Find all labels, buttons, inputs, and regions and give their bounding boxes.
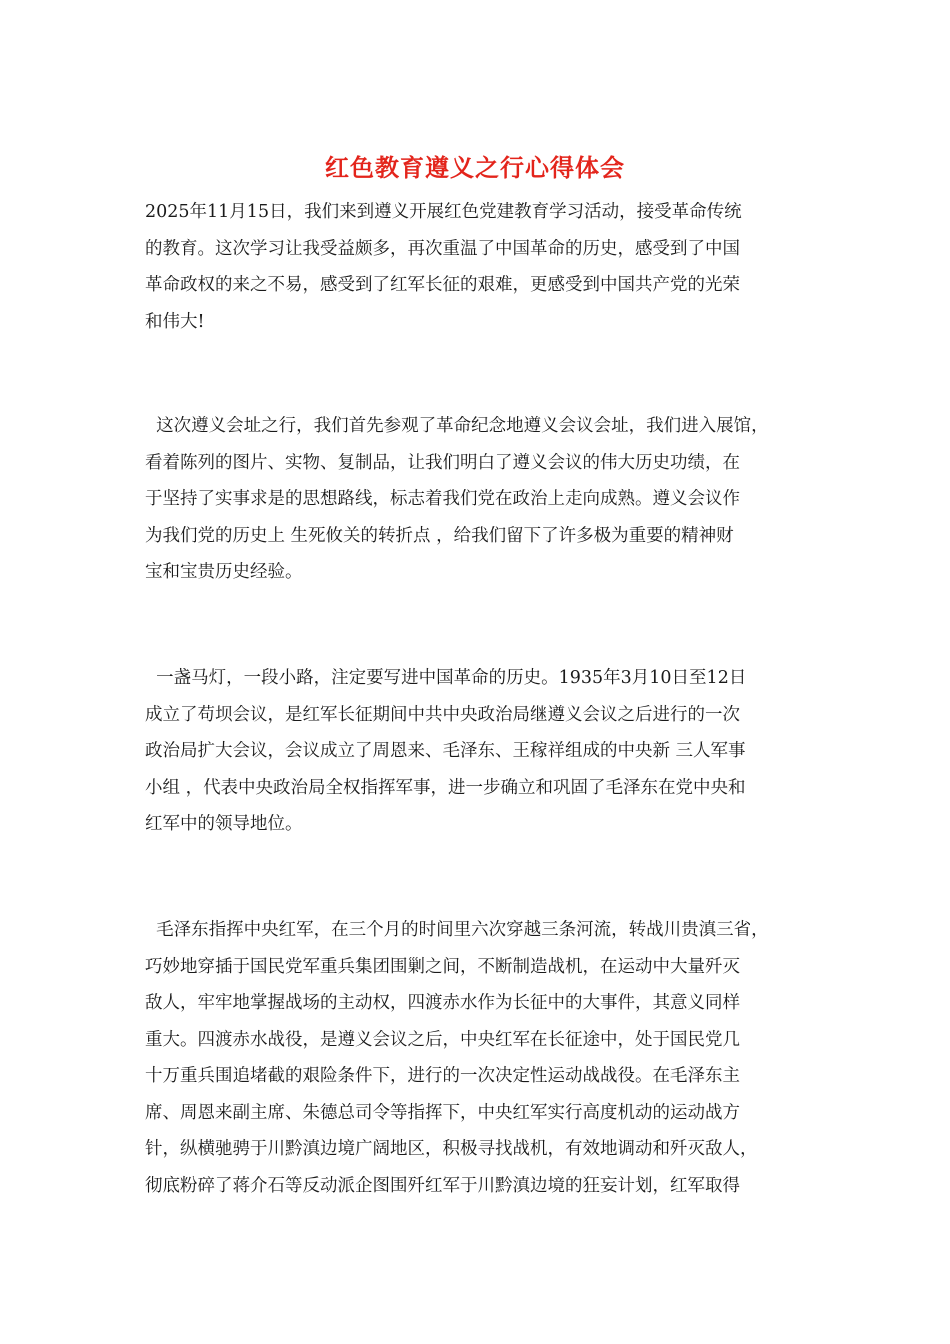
- paragraph-line: 成立了苟坝会议，是红军长征期间中共中央政治局继遵义会议之后进行的一次: [145, 704, 740, 725]
- paragraph-line: 于坚持了实事求是的思想路线，标志着我们党在政治上走向成熟。遵义会议作: [145, 489, 740, 509]
- paragraph-line: 巧妙地穿插于国民党军重兵集团围剿之间，不断制造战机，在运动中大量歼灭: [145, 956, 740, 977]
- paragraph-line: 彻底粉碎了蒋介石等反动派企图围歼红军于川黔滇边境的狂妄计划，红军取得: [145, 1175, 740, 1196]
- paragraph-line: 毛泽东指挥中央红军，在三个月的时间里六次穿越三条河流，转战川贵滇三省，: [145, 920, 769, 940]
- paragraph-line: 十万重兵围追堵截的艰险条件下，进行的一次决定性运动战战役。在毛泽东主: [145, 1066, 740, 1086]
- paragraph-3: [145, 660, 825, 843]
- paragraph-line: 红军中的领导地位。: [145, 814, 303, 834]
- paragraph-line: 看着陈列的图片、实物、复制品，让我们明白了遵义会议的伟大历史功绩，在: [145, 452, 740, 473]
- paragraph-line: 宝和宝贵历史经验。: [145, 562, 303, 582]
- paragraph-line: 2025年11月15日，我们来到遵义开展红色党建教育学习活动，接受革命传统: [145, 202, 742, 222]
- paragraph-line: 革命政权的来之不易，感受到了红军长征的艰难，更感受到中国共产党的光荣: [145, 275, 740, 295]
- paragraph-line: 小组 ，代表中央政治局全权指挥军事，进一步确立和巩固了毛泽东在党中央和: [145, 777, 746, 798]
- paragraph-line: 敌人，牢牢地掌握战场的主动权，四渡赤水作为长征中的大事件，其意义同样: [145, 993, 740, 1013]
- paragraph-4: [145, 912, 825, 1204]
- paragraph-line: 为我们党的历史上 生死攸关的转折点 ，给我们留下了许多极为重要的精神财: [145, 525, 734, 546]
- paragraph-1: [145, 194, 825, 340]
- paragraph-line: 和伟大!: [145, 311, 205, 332]
- paragraph-line: 重大。四渡赤水战役，是遵义会议之后，中央红军在长征途中，处于国民党几: [145, 1029, 740, 1050]
- paragraph-line: 针，纵横驰骋于川黔滇边境广阔地区，积极寻找战机，有效地调动和歼灭敌人，: [145, 1139, 758, 1159]
- paragraph-line: 席、周恩来副主席、朱德总司令等指挥下，中央红军实行高度机动的运动战方: [145, 1102, 740, 1123]
- paragraph-line: 的教育。这次学习让我受益颇多，再次重温了中国革命的历史，感受到了中国: [145, 238, 740, 259]
- paragraph-line: 一盏马灯，一段小路，注定要写进中国革命的历史。1935年3月10日至12日: [145, 668, 747, 688]
- paragraph-2: [145, 408, 825, 591]
- paragraph-line: 这次遵义会址之行，我们首先参观了革命纪念地遵义会议会址，我们进入展馆，: [145, 416, 769, 436]
- paragraph-line: 政治局扩大会议，会议成立了周恩来、毛泽东、王稼祥组成的中央新 三人军事: [145, 741, 746, 761]
- document-title: 红色教育遵义之行心得体会: [325, 154, 625, 182]
